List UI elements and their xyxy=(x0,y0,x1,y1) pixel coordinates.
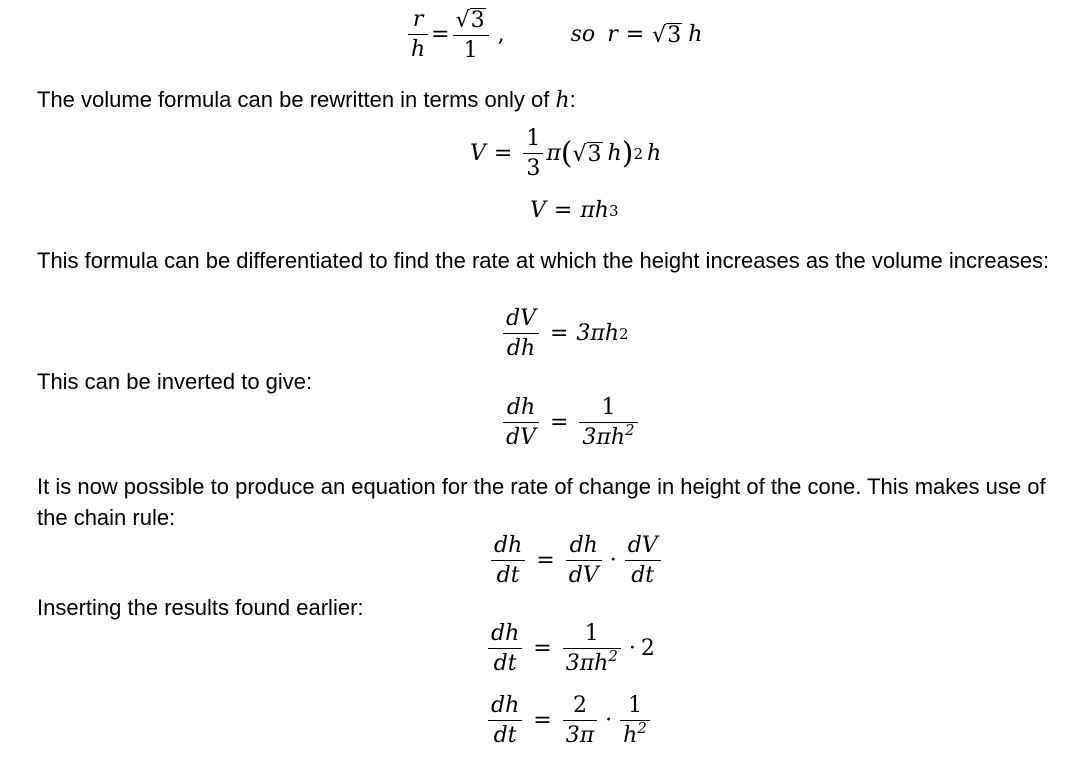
exponent: 2 xyxy=(625,421,635,439)
paragraph-chain-rule xyxy=(37,471,1067,533)
equals-sign: = xyxy=(493,141,513,166)
denominator: dV xyxy=(566,560,602,587)
radical-sign: √ xyxy=(652,23,667,48)
numerator: dh xyxy=(494,533,523,558)
numerator: dh xyxy=(569,533,598,558)
variable-h: h xyxy=(646,141,662,166)
fraction-one-third xyxy=(523,128,543,180)
text: This can be inverted to give: xyxy=(37,369,313,394)
equation-dv-dh: $\frac{dV}{dh}$ = 3πh 2 xyxy=(500,308,629,360)
fraction-one-over-3pih2 xyxy=(579,397,637,449)
denominator: dV xyxy=(503,422,539,449)
radicand: 3 xyxy=(587,142,602,167)
numerator: dh xyxy=(506,395,536,420)
equation-substituted xyxy=(485,623,655,675)
equation-final xyxy=(485,695,653,747)
variable-v: V xyxy=(530,198,546,223)
fraction-two-over-3pi xyxy=(563,695,597,747)
equation-chain-rule xyxy=(488,535,664,587)
denominator-text: h xyxy=(623,723,638,748)
denominator: dt xyxy=(625,560,661,587)
fraction-one-over-3pih2 xyxy=(563,623,621,675)
fraction-dh-dt xyxy=(488,623,522,675)
variable-r: r xyxy=(607,22,618,47)
variable-h: h xyxy=(607,141,622,166)
variable-h: h xyxy=(555,88,570,113)
equals-sign: = xyxy=(549,321,569,346)
denominator-text: 3πh xyxy=(565,651,609,676)
fraction-dv-dh xyxy=(503,308,539,360)
variable-v: V xyxy=(470,141,486,166)
fraction-root3-over-1 xyxy=(453,8,489,62)
pi-symbol: π xyxy=(546,141,561,166)
denominator: 3 xyxy=(523,153,543,180)
equals-sign: = xyxy=(533,636,552,661)
text: Inserting the results found earlier: xyxy=(37,595,364,620)
numerator: dV xyxy=(506,306,536,331)
numerator: r xyxy=(412,7,424,32)
exponent: 2 xyxy=(608,647,618,665)
equals-sign: = xyxy=(536,548,555,573)
numerator: dV xyxy=(627,533,658,558)
comma: , xyxy=(497,22,505,47)
denominator: 1 xyxy=(453,35,489,62)
denominator: dt xyxy=(491,560,525,587)
denominator: dt xyxy=(488,720,522,747)
equals-sign: = xyxy=(533,708,552,733)
variable-h: h xyxy=(688,22,703,47)
text: It is now possible to produce an equation for the rate of change in height of the cone. This makes use of the chain rule: xyxy=(37,474,1046,530)
equals-sign: = xyxy=(625,22,645,47)
numerator: dh xyxy=(491,621,520,646)
equals-sign: = xyxy=(431,22,450,47)
fraction-dv-dt xyxy=(625,535,661,587)
multiply-dot: · xyxy=(628,636,636,661)
paragraph-differentiate xyxy=(37,245,1067,276)
equals-sign: = xyxy=(549,410,569,435)
denominator-text: 3πh xyxy=(582,425,626,450)
exponent: 2 xyxy=(637,719,647,737)
equation-dh-dv xyxy=(500,397,641,449)
radical-sign: √ xyxy=(572,142,587,167)
text: The volume formula can be rewritten in terms only of xyxy=(37,87,556,112)
numerator: 1 xyxy=(601,395,616,420)
close-paren: ) xyxy=(621,136,634,171)
fraction-dh-dv xyxy=(566,535,602,587)
equation-volume-simplified: V = πh 3 xyxy=(530,198,619,223)
denominator xyxy=(563,648,621,675)
fraction-r-over-h xyxy=(408,9,428,61)
text: This formula can be differentiated to find the rate at which the height increases as the volume increases: xyxy=(37,248,1050,273)
denominator: dh xyxy=(503,333,539,360)
radicand: 3 xyxy=(470,8,485,33)
radicand: 3 xyxy=(667,23,682,48)
equals-sign: = xyxy=(553,198,573,223)
open-paren: ( xyxy=(560,136,573,171)
denominator xyxy=(620,720,650,747)
sqrt-three xyxy=(453,8,489,35)
three-pi-h: 3πh xyxy=(576,321,620,346)
numerator: 1 xyxy=(584,621,599,646)
denominator: dt xyxy=(488,648,522,675)
equation-ratio xyxy=(405,8,702,62)
so-word: so xyxy=(570,22,596,47)
fraction-dh-dt xyxy=(491,535,525,587)
denominator xyxy=(579,422,637,449)
paragraph-inverted xyxy=(37,366,312,397)
multiply-dot: · xyxy=(609,548,617,573)
sqrt-three xyxy=(652,23,682,47)
numerator: dh xyxy=(491,693,520,718)
fraction-dh-dv xyxy=(503,397,539,449)
radical-sign: √ xyxy=(455,8,470,33)
denominator: 3π xyxy=(563,720,597,747)
equation-volume-substituted: V = $\frac{1}{3}$ π ( √ 3 h ) 2 h xyxy=(470,126,662,181)
fraction-one-over-h2 xyxy=(620,695,650,747)
sqrt-three xyxy=(573,142,603,166)
factor-two: 2 xyxy=(640,636,655,661)
multiply-dot: · xyxy=(605,708,613,733)
numerator: 2 xyxy=(572,693,587,718)
paragraph-volume-rewrite xyxy=(37,84,576,116)
pi-h: πh xyxy=(580,198,609,223)
denominator: h xyxy=(408,34,428,61)
numerator: 1 xyxy=(628,693,643,718)
numerator: 1 xyxy=(526,126,541,151)
text: : xyxy=(569,87,576,112)
fraction-dh-dt xyxy=(488,695,522,747)
paragraph-inserting xyxy=(37,592,364,623)
